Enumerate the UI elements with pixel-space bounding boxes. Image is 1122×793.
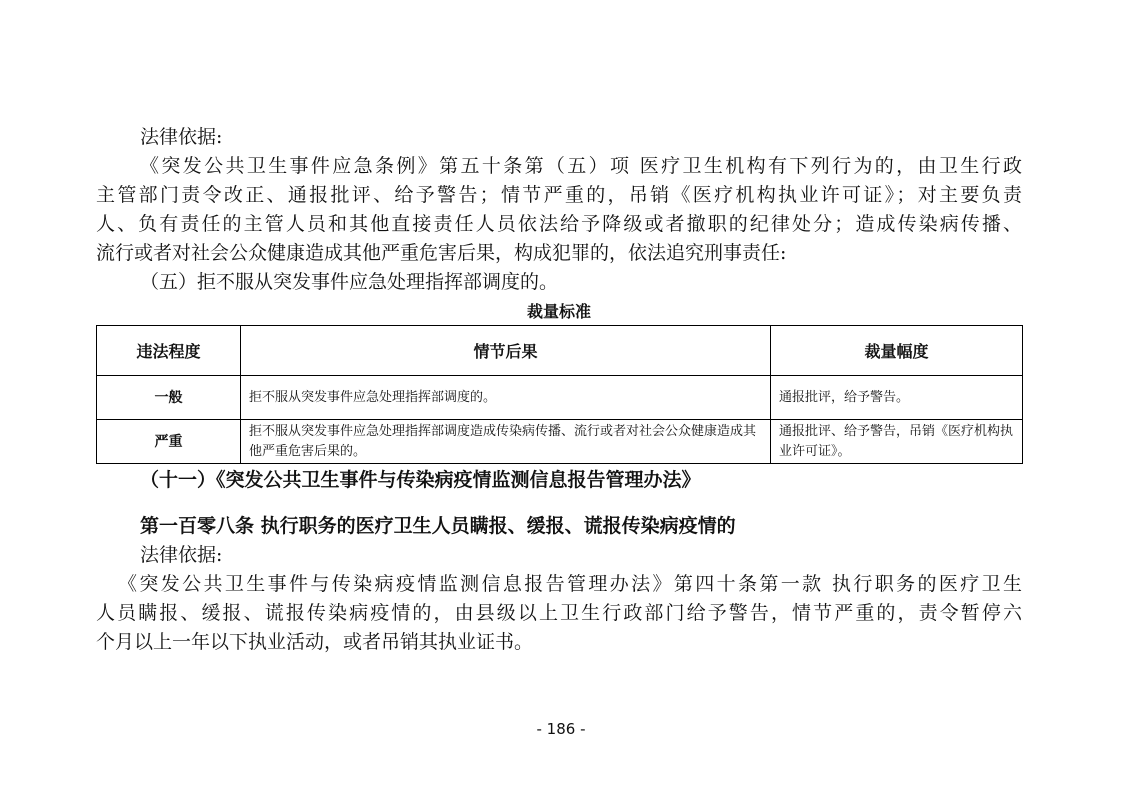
discretion-standard-table xyxy=(96,325,1023,464)
consequence-cell: 拒不服从突发事件应急处理指挥部调度造成传染病传播、流行或者对社会公众健康造成其他严重危害后果的。 xyxy=(241,420,771,464)
paragraph-line: 《突发公共卫生事件应急条例》第五十条第（五）项 医疗卫生机构有下列行为的，由卫生行政 xyxy=(140,155,1022,177)
paragraph-line: 人员瞒报、缓报、谎报传染病疫情的，由县级以上卫生行政部门给予警告，情节严重的，责令暂停六 xyxy=(96,602,1022,624)
table-row xyxy=(97,376,1023,420)
table-caption: 裁量标准 xyxy=(526,302,591,321)
clause-item-5: （五）拒不服从突发事件应急处理指挥部调度的。 xyxy=(140,271,559,293)
penalty-cell: 通报批评、给予警告，吊销《医疗机构执业许可证》。 xyxy=(771,420,1023,464)
table-header-row xyxy=(97,326,1023,376)
header-circumstances: 情节后果 xyxy=(241,326,771,376)
penalty-cell: 通报批评，给予警告。 xyxy=(771,376,1023,420)
paragraph-line: 个月以上一年以下执业活动，或者吊销其执业证书。 xyxy=(96,631,534,653)
violation-level: 严重 xyxy=(97,420,241,464)
paragraph-line: 流行或者对社会公众健康造成其他严重危害后果，构成犯罪的，依法追究刑事责任: xyxy=(96,242,787,264)
article-heading: 第一百零八条 执行职务的医疗卫生人员瞒报、缓报、谎报传染病疫情的 xyxy=(140,515,736,537)
legal-basis-label: 法律依据: xyxy=(140,126,223,148)
legal-basis-label: 法律依据: xyxy=(140,544,223,566)
page-number: - 186 - xyxy=(536,720,586,738)
consequence-cell: 拒不服从突发事件应急处理指挥部调度的。 xyxy=(241,376,771,420)
header-violation-degree: 违法程度 xyxy=(97,326,241,376)
violation-level: 一般 xyxy=(97,376,241,420)
section-title: （十一）《突发公共卫生事件与传染病疫情监测信息报告管理办法》 xyxy=(140,469,701,491)
paragraph-line: 《突发公共卫生事件与传染病疫情监测信息报告管理办法》第四十条第一款 执行职务的医疗卫生 xyxy=(118,573,1022,595)
paragraph-line: 主管部门责令改正、通报批评、给予警告；情节严重的，吊销《医疗机构执业许可证》；对主要负责 xyxy=(96,184,1022,206)
table-row xyxy=(97,420,1023,464)
paragraph-line: 人、负有责任的主管人员和其他直接责任人员依法给予降级或者撤职的纪律处分；造成传染病传播、 xyxy=(96,213,1022,235)
header-penalty-range: 裁量幅度 xyxy=(771,326,1023,376)
